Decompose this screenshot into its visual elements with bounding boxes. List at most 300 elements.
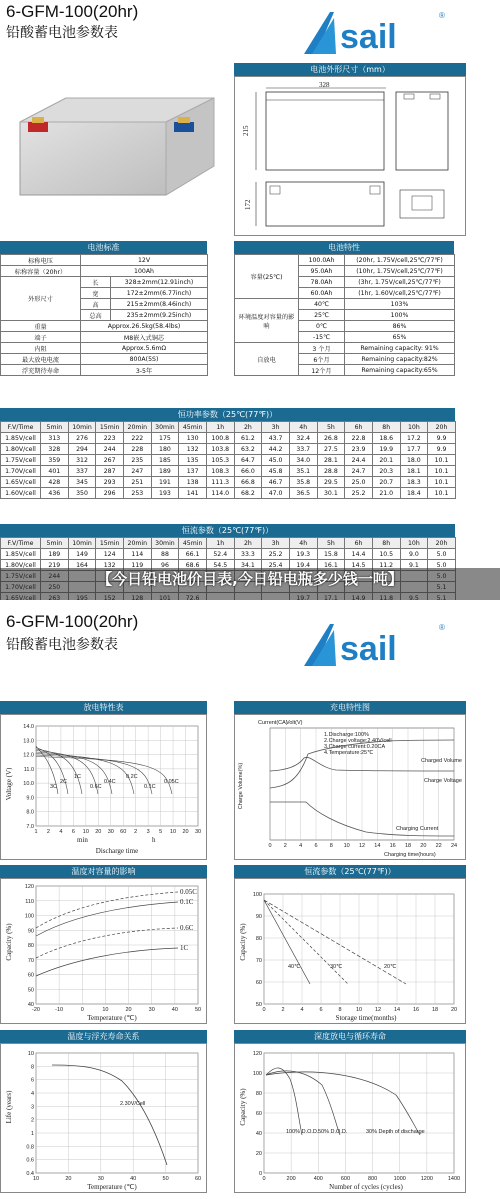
table-cell: 容量(25℃) [235,255,299,299]
table-cell: 193 [151,488,179,499]
table-cell: 124 [96,549,124,560]
table-cell: 223 [96,433,124,444]
table-cell: 长 [81,277,111,288]
table-cell: 175 [151,433,179,444]
storage-x-tick: 4 [300,1007,304,1013]
table-cell: 189 [41,549,69,560]
temperature-chart-title: 温度对容量的影响 [0,865,207,878]
float-life-y-tick: 4 [30,1091,34,1097]
table-cell: 3-5年 [81,365,208,376]
temperature-y-tick: 80 [27,943,34,949]
table-cell: 23.9 [345,444,373,455]
sail-logo [300,8,448,58]
cycle-curve-100: 100% D.O.D. [286,1129,319,1135]
table-cell: 27.5 [317,444,345,455]
table-cell: 296 [96,488,124,499]
table-row [1,321,208,332]
table-cell: 428 [41,477,69,488]
table-cell: 28.1 [317,455,345,466]
table-cell: 33.7 [289,444,317,455]
table-cell: 105.3 [206,455,234,466]
charging-x-tick: 4 [299,843,303,849]
table-cell: 33.3 [234,549,262,560]
discharge-h-label: h [152,836,156,844]
table-cell: 328±2mm(12.91inch) [111,277,208,288]
float-life-y-tick: 2 [30,1117,34,1124]
table-cell: 30min [151,422,179,433]
temperature-curve-0.6C: 0.6C [180,924,194,932]
storage-y-tick: 70 [255,958,262,964]
storage-x-tick: 6 [319,1007,323,1013]
charging-x-tick: 0 [268,843,272,849]
float-life-y-tick: 0.4 [26,1171,34,1177]
table-cell: M8嵌入式铜芯 [81,332,208,343]
discharge-curve-label: 0.2C [126,774,138,780]
table-cell: 228 [123,444,151,455]
table-cell: 52.4 [206,549,234,560]
table-cell: 19.4 [289,560,317,571]
table-cell: 68.6 [179,560,207,571]
charging-legend-item: 1.Discharge:100% [324,732,369,738]
table-cell: 111.3 [206,477,234,488]
table-cell: 6h [345,422,373,433]
table-cell: 30.1 [317,488,345,499]
storage-y-tick: 60 [255,980,262,986]
table-cell: 20.3 [372,466,400,477]
table-cell: 47.0 [262,488,290,499]
storage-x-tick: 14 [393,1007,401,1013]
cycle-life-x-tick: 800 [367,1176,378,1182]
storage-curve-20: 20℃ [384,964,397,970]
storage-x-tick: 12 [374,1007,382,1013]
discharge-y-tick: 8.0 [26,809,34,816]
table-cell: 15min [96,422,124,433]
table-cell: 内阻 [1,343,81,354]
table-cell: 1.80V/cell [1,560,41,571]
table-cell: 114 [123,549,151,560]
charging-x-tick: 2 [283,843,287,849]
table-cell: 重量 [1,321,81,332]
table-cell: 10min [68,538,96,549]
table-row [235,255,455,266]
discharge-y-tick: 10.0 [23,781,34,788]
table-cell: 253 [123,488,151,499]
discharge-x-tick: 60 [120,829,127,835]
characteristics-title: 电池特性 [234,241,454,254]
table-cell: 标称电压 [1,255,81,266]
float-life-y-tick: 3 [30,1104,34,1111]
temperature-y-tick: 120 [24,884,34,890]
datasheet-page-2 [0,600,500,1199]
table-cell: 276 [68,433,96,444]
float-life-x-tick: 10 [32,1176,40,1182]
discharge-x-tick: 1 [34,829,38,835]
storage-ylabel: Capacity (%) [239,923,247,961]
storage-y-tick: 80 [255,936,262,942]
cycle-life-x-tick: 0 [262,1176,266,1182]
sail-logo-2 [300,620,448,670]
table-cell: 1.65V/cell [1,477,41,488]
table-cell: 287 [96,466,124,477]
table-row [235,299,455,310]
charging-x-tick: 10 [343,843,350,849]
table-cell: 251 [123,477,151,488]
discharge-curve-label: 3C [50,784,58,790]
table-cell: 119 [123,560,151,571]
table-cell: 9.9 [428,433,456,444]
cycle-life-x-tick: 1000 [393,1176,406,1182]
table-cell: 149 [68,549,96,560]
storage-curve-40: 40℃ [288,964,301,970]
table-cell: 86% [345,321,455,332]
temperature-chart [2,880,205,1022]
float-life-chart [2,1045,205,1191]
temperature-y-tick: 100 [24,913,34,920]
charging-chart [236,716,464,858]
table-cell: 189 [151,466,179,477]
cycle-curve-30: 30% Depth of discharge [366,1129,425,1135]
table-cell: F.V/Time [1,538,41,549]
discharge-x-tick: 20 [95,829,102,835]
float-life-x-tick: 30 [97,1176,104,1182]
table-cell: 60.0Ah [299,288,345,299]
sheet-subtitle: 铅酸蓄电池参数表 [6,25,118,41]
charging-right-axis-label: Volt(V) [286,720,303,726]
table-cell: 137 [179,466,207,477]
table-cell: 12V [81,255,208,266]
table-cell: 6h [345,538,373,549]
cycle-life-xlabel: Number of cycles (cycles) [329,1183,403,1191]
table-row [1,488,456,499]
power-table-title: 恒功率参数（25℃(77℉)） [0,408,455,421]
table-cell: 6个月 [299,354,345,365]
temperature-y-tick: 50 [27,987,34,994]
float-life-x-tick: 60 [194,1176,202,1182]
table-cell: 1h [206,422,234,433]
table-cell: 18.3 [400,477,428,488]
table-cell: 5h [317,538,345,549]
discharge-x-tick: 30 [194,829,202,835]
charging-current-label: Charging Current [396,826,439,832]
height-label: 215 [242,125,250,136]
cycle-curve-50: 50% D.O.D. [318,1129,348,1135]
table-cell: 436 [41,488,69,499]
table-cell: 345 [68,477,96,488]
table-cell: 103.8 [206,444,234,455]
table-cell: 24.4 [345,455,373,466]
charge-voltage-label: Charge Voltage [424,778,462,784]
table-cell: 17.2 [400,433,428,444]
table-cell: 25.2 [345,488,373,499]
table-cell: 25.0 [345,477,373,488]
table-header-row [1,422,456,433]
table-cell: 2h [234,538,262,549]
table-cell: 1.85V/cell [1,433,41,444]
table-cell: 0℃ [299,321,345,332]
charging-x-tick: 20 [420,843,427,849]
storage-y-tick: 50 [255,1002,262,1008]
table-cell: 1.60V/cell [1,488,41,499]
length-label: 328 [319,81,330,89]
table-cell: 138 [179,477,207,488]
table-cell: 端子 [1,332,81,343]
table-cell: 10.5 [372,549,400,560]
float-life-x-tick: 40 [130,1176,137,1182]
table-cell: 25.2 [262,549,290,560]
table-cell: 2h [234,422,262,433]
table-cell: 294 [68,444,96,455]
temperature-x-tick: -20 [32,1007,40,1013]
table-cell: 总高 [81,310,111,321]
table-cell: 24.7 [345,466,373,477]
cycle-life-y-tick: 80 [255,1091,262,1097]
table-cell: Remaining capacity: 91% [345,343,455,354]
temperature-y-tick: 40 [27,1002,34,1008]
table-cell: 132 [96,560,124,571]
table-cell: 88 [151,549,179,560]
table-cell: 最大放电电流 [1,354,81,365]
temperature-x-tick: 50 [194,1007,202,1013]
table-cell: 21.0 [372,488,400,499]
table-cell: 172±2mm(6.77inch) [111,288,208,299]
table-cell: 34.0 [289,455,317,466]
temperature-xlabel: Temperature (℃) [87,1014,137,1022]
table-cell: 5.0 [428,560,456,571]
cycle-life-y-tick: 20 [255,1151,262,1157]
discharge-curve [36,749,82,794]
table-cell: 22.8 [345,433,373,444]
table-cell: 63.2 [234,444,262,455]
table-cell: 8h [372,422,400,433]
table-cell: 12个月 [299,365,345,376]
table-cell: 18.6 [372,433,400,444]
table-cell: 30min [151,538,179,549]
table-cell: 45min [179,422,207,433]
temperature-curve-1C: 1C [180,944,189,952]
table-cell: 5.0 [428,549,456,560]
temperature-ylabel: Capacity (%) [5,923,13,961]
table-cell: 20min [123,538,151,549]
table-cell: 222 [123,433,151,444]
table-cell: 100Ah [81,266,208,277]
table-row [1,433,456,444]
table-cell: 20h [428,538,456,549]
table-cell: 141 [179,488,207,499]
table-cell: 5min [41,422,69,433]
table-cell: Remaining capacity:82% [345,354,455,365]
table-cell: 3h [262,422,290,433]
table-cell: 132 [179,444,207,455]
table-cell: 15.8 [317,549,345,560]
table-cell: 1.85V/cell [1,549,41,560]
dimension-drawing [236,78,464,234]
table-cell: 环境温度对容量的影响 [235,299,299,343]
table-cell: 46.7 [262,477,290,488]
table-cell: 34.1 [234,560,262,571]
table-row [235,343,455,354]
charging-x-tick: 24 [450,843,458,849]
model-title-2: 6-GFM-100(20hr) [6,612,139,631]
table-cell: 19.3 [289,549,317,560]
table-cell: 44.2 [262,444,290,455]
dimensions-title: 电池外形尺寸（mm） [234,63,466,76]
table-cell: Approx.5.6mΩ [81,343,208,354]
table-cell: 244 [96,444,124,455]
temperature-x-tick: 30 [148,1007,155,1013]
table-cell: 11.2 [372,560,400,571]
temperature-x-tick: 40 [171,1007,178,1013]
table-cell: 17.7 [400,444,428,455]
table-cell: 35.8 [289,477,317,488]
table-cell: 20h [428,422,456,433]
table-row [1,477,456,488]
table-cell: 61.2 [234,433,262,444]
table-cell: 10h [400,422,428,433]
table-header-row [1,538,456,549]
storage-y-tick: 90 [255,914,262,920]
table-cell: 14.4 [345,549,373,560]
table-row [1,466,456,477]
cycle-life-chart [236,1045,464,1191]
storage-x-tick: 20 [450,1007,458,1013]
table-row [1,354,208,365]
discharge-chart-title: 放电特性表 [0,701,207,714]
table-cell: 65% [345,332,455,343]
table-row [1,444,456,455]
model-title: 6-GFM-100(20hr) [6,2,139,21]
discharge-y-tick: 9.0 [26,795,34,802]
table-cell: (3hr, 1.75V/cell,25℃/77℉) [345,277,455,288]
temperature-x-tick: 20 [125,1007,132,1013]
table-cell: 4h [289,538,317,549]
temperature-y-tick: 70 [27,957,34,964]
discharge-x-tick: 3 [146,829,150,835]
storage-x-tick: 2 [281,1007,285,1013]
table-cell: 10.1 [428,466,456,477]
table-cell: 18.4 [400,488,428,499]
table-cell: 16.1 [317,560,345,571]
table-cell: 180 [151,444,179,455]
charging-legend-item: 2.Charge voltage:2.40V/cell [324,738,392,744]
table-cell: 247 [123,466,151,477]
float-life-ylabel: Life (years) [5,1090,13,1124]
table-cell: (20hr, 1.75V/cell,25℃/77℉) [345,255,455,266]
table-cell: 标称容量（20hr） [1,266,81,277]
cycle-life-y-tick: 40 [255,1131,262,1137]
discharge-x-tick: 10 [82,829,89,835]
cycle-life-x-tick: 200 [286,1176,296,1182]
float-life-y-tick: 6 [30,1077,34,1084]
table-cell: 宽 [81,288,111,299]
temperature-curve-0.1C: 0.1C [180,898,194,906]
table-cell: 4h [289,422,317,433]
discharge-x-tick: 5 [159,829,163,835]
table-cell: 18.1 [400,466,428,477]
temperature-x-tick: -10 [55,1007,64,1013]
charging-mid-axis-label: Current(CA) [258,720,288,726]
float-life-y-tick: 1 [30,1131,34,1137]
table-cell: 5min [41,538,69,549]
registered-mark-2: ® [439,623,445,632]
table-cell: 1.70V/cell [1,466,41,477]
float-life-y-tick: 8 [30,1064,34,1071]
table-cell: 3h [262,538,290,549]
table-cell: 235 [123,455,151,466]
table-cell: 100% [345,310,455,321]
discharge-x-tick: 20 [182,829,189,835]
table-cell: 10.1 [428,455,456,466]
table-cell: 1.75V/cell [1,455,41,466]
table-cell: 235±2mm(9.25inch) [111,310,208,321]
table-cell: 43.7 [262,433,290,444]
storage-chart [236,880,464,1022]
table-cell: 45.0 [262,455,290,466]
registered-mark: ® [439,11,445,20]
charging-left-axis-label: Charge Volume(%) [238,762,244,810]
table-cell: 328 [41,444,69,455]
sheet-subtitle-2: 铅酸蓄电池参数表 [6,637,118,653]
table-cell: 35.1 [289,466,317,477]
table-cell: 130 [179,433,207,444]
table-cell: 66.8 [234,477,262,488]
float-life-xlabel: Temperature (℃) [87,1183,137,1191]
float-life-y-tick: 10 [27,1051,34,1057]
table-cell: 9.1 [400,560,428,571]
caption-overlay-text[interactable]: 【今日铅电池价目表,今日铅电瓶多少钱一吨】 [97,570,403,588]
table-row [1,343,208,354]
storage-y-tick: 100 [252,892,262,898]
cycle-life-ylabel: Capacity (%) [239,1088,247,1126]
table-cell: 14.5 [345,560,373,571]
cycle-life-chart-title: 深度放电与循环寿命 [234,1030,466,1043]
charged-volume-label: Charged Volume [421,758,462,764]
discharge-x-tick: 2 [46,829,50,835]
table-row [1,549,456,560]
table-cell: 8h [372,538,400,549]
discharge-y-tick: 7.0 [26,824,34,830]
table-cell: 267 [96,455,124,466]
discharge-y-tick: 13.0 [23,738,34,745]
table-cell: 337 [68,466,96,477]
table-row [1,266,208,277]
table-cell: 10min [68,422,96,433]
table-cell: 215±2mm(8.46inch) [111,299,208,310]
table-cell: 185 [151,455,179,466]
table-cell: F.V/Time [1,422,41,433]
table-cell: 68.2 [234,488,262,499]
cycle-life-y-tick: 120 [252,1051,262,1057]
discharge-curve-label: 0.4C [104,779,116,785]
float-life-curve-label: 2.30V/Cell [120,1101,146,1107]
table-cell: 29.5 [317,477,345,488]
table-cell: (10hr, 1.75V/cell,25℃/77℉) [345,266,455,277]
charging-x-tick: 14 [374,843,381,849]
table-cell: 1.80V/cell [1,444,41,455]
table-cell: 359 [41,455,69,466]
storage-x-tick: 0 [262,1007,266,1013]
float-life-y-tick: 0.8 [26,1144,34,1151]
storage-xlabel: Storage time(months) [335,1014,397,1022]
table-cell: 外形尺寸 [1,277,81,321]
charging-chart-title: 充电特性图 [234,701,466,714]
discharge-chart [2,716,205,858]
table-cell: 5h [317,422,345,433]
discharge-ylabel: Voltage (V) [5,767,13,801]
table-cell: 36.5 [289,488,317,499]
discharge-x-tick: 2 [134,829,138,835]
battery-photo [6,70,226,235]
table-row [1,255,208,266]
